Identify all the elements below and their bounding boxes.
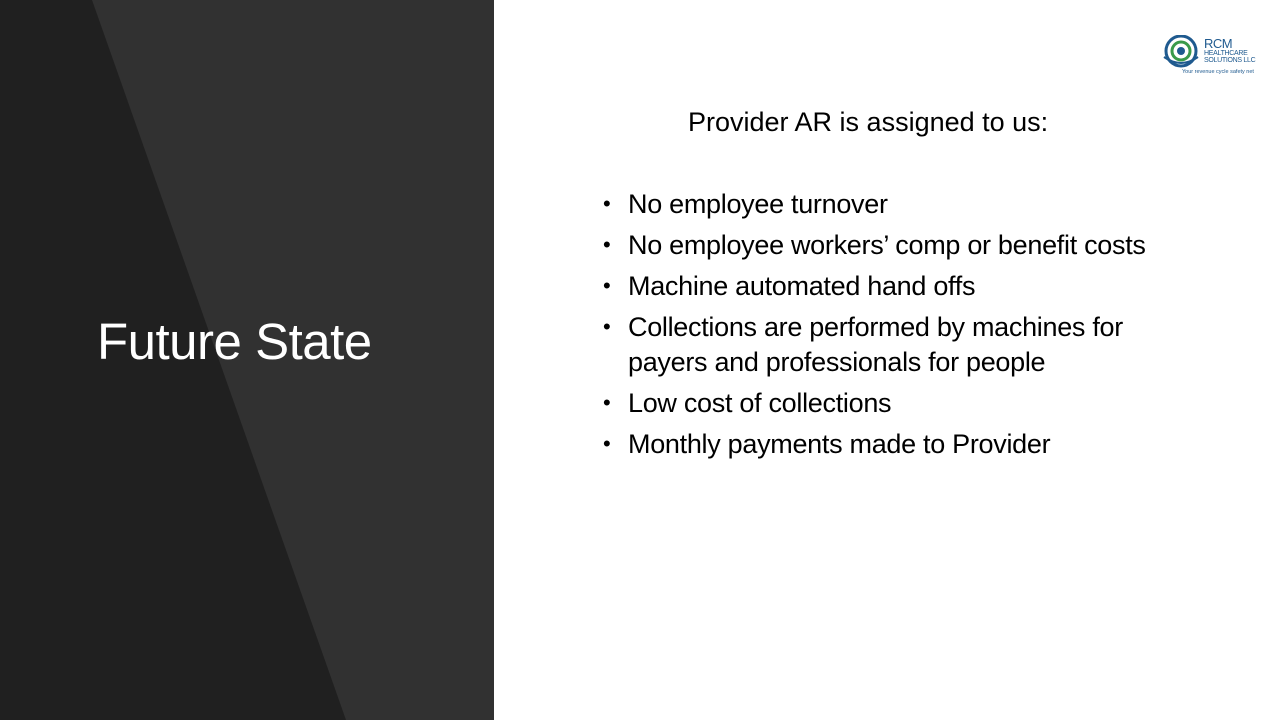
list-item	[600, 386, 1198, 421]
bullet-text: No employee workers’ comp or benefit costs	[628, 230, 1146, 260]
bullet-text: Low cost of collections	[628, 388, 892, 418]
bullet-text: Collections are performed by machines for payers and professionals for people	[628, 312, 1123, 377]
content-subheading: Provider AR is assigned to us:	[688, 107, 1049, 137]
bullet-text: Machine automated hand offs	[628, 271, 976, 301]
bullet-dot: •	[603, 431, 611, 456]
slide-content	[600, 102, 1200, 468]
logo-name: RCM	[1204, 36, 1233, 51]
logo-tagline: Your revenue cycle safety net	[1182, 69, 1254, 75]
list-item	[600, 228, 1198, 263]
logo-subname: HEALTHCARE SOLUTIONS LLC	[1204, 50, 1256, 64]
swirl-logo-icon	[1162, 35, 1202, 71]
title-panel	[0, 0, 494, 720]
slide-title: Future State	[97, 313, 372, 370]
bullet-dot: •	[603, 232, 611, 257]
bullet-dot: •	[603, 273, 611, 298]
list-item	[600, 427, 1198, 462]
bullet-text: Monthly payments made to Provider	[628, 429, 1051, 459]
bullet-dot: •	[603, 390, 611, 415]
company-logo	[1162, 33, 1270, 79]
bullet-dot: •	[603, 191, 611, 216]
bullet-dot: •	[603, 314, 611, 339]
bullet-text: No employee turnover	[628, 189, 888, 219]
list-item	[600, 310, 1198, 380]
list-item	[600, 187, 1198, 222]
list-item	[600, 269, 1198, 304]
bullet-list	[600, 187, 1200, 462]
